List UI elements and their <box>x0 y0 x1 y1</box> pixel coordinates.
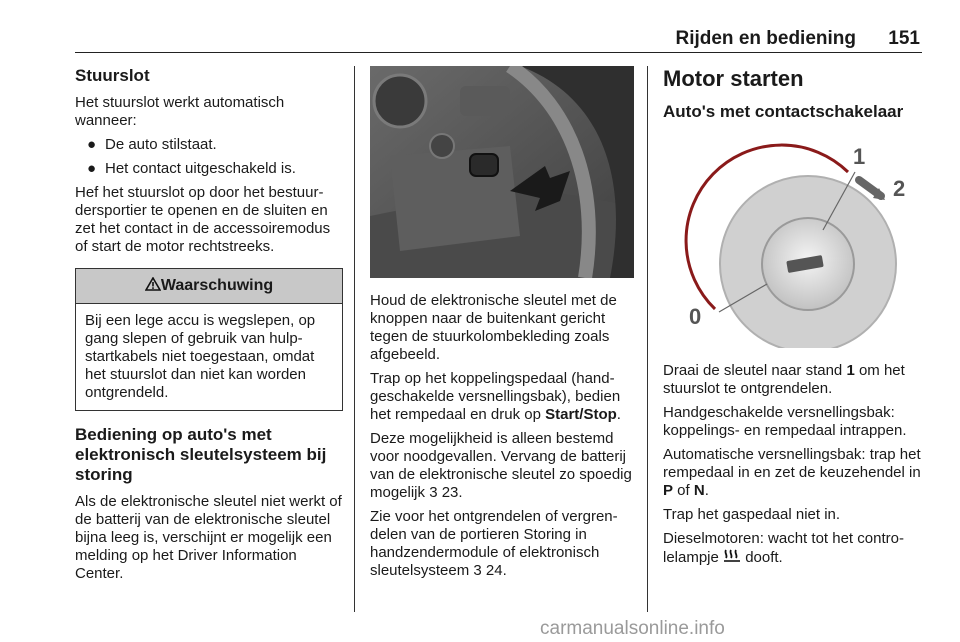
header-title: Rijden en bediening <box>675 28 856 49</box>
instruction-p2 <box>370 370 634 424</box>
header-rule <box>75 52 922 53</box>
ignition-switch-illustration <box>663 134 925 348</box>
motor-p3-mid: of <box>673 482 694 499</box>
motor-p5-text-end: dooft. <box>741 549 783 566</box>
bullet-text: Het contact uitgeschakeld is. <box>105 160 296 177</box>
instruction-p3-text: Deze mogelijkheid is alleen bestemd voor noodgevallen. Vervang de batterij van de elektronische sleutel zo spoedig mogelijk <box>370 430 632 501</box>
subsection-body: Als de elektronische sleutel niet werkt of de batterij van de elektronische sleutel bijna leeg is, verschijnt er mogelijk een melding op het Driver Information Center. <box>75 493 342 582</box>
column-divider-2 <box>647 66 648 612</box>
motor-p4: Trap het gaspedaal niet in. <box>663 506 841 523</box>
warning-box <box>75 268 343 411</box>
motor-p5-text: Dieselmotoren: wacht tot het controlelampje <box>663 530 904 566</box>
list-item <box>75 160 343 178</box>
stuurslot-body: Hef het stuurslot op door het bestuurdersportier te openen en de sluiten en zet het contact in de accessoiremodus of start de motor rechtstreeks. <box>75 184 331 255</box>
page-number: 151 <box>888 28 920 49</box>
gear-n-bold: N <box>693 482 705 499</box>
ignition-switch-diagram <box>663 134 925 348</box>
subsection-title-contactschakelaar: Auto's met contactschakelaar <box>663 102 904 121</box>
instruction-p4-text: Zie voor het ontgrendelen of vergrendelen van de portieren Storing in handzendermodule of elektronisch sleutelsysteem <box>370 508 618 579</box>
column-2 <box>370 66 634 586</box>
start-stop-label: Start/Stop <box>545 406 617 423</box>
list-item <box>75 136 343 154</box>
period: . <box>704 482 709 499</box>
subsection-title: Bediening op auto's met elektronisch sleutelsysteem bij storing <box>75 425 327 484</box>
column-1 <box>75 66 343 589</box>
warning-title: Waarschuwing <box>160 277 274 294</box>
bullet-icon: ● <box>87 136 97 153</box>
bullet-icon: ● <box>87 160 97 177</box>
watermark: carmanualsonline.info <box>540 618 725 639</box>
warning-triangle-icon <box>145 277 161 291</box>
instruction-p1: Houd de elektronische sleutel met de knoppen naar de buitenkant gericht tegen de stuurkolombekleding zoals afgebeeld. <box>370 292 617 363</box>
instruction-p4 <box>370 508 634 580</box>
page-reference: 3 23 <box>429 484 459 501</box>
glow-plug-icon <box>723 548 741 564</box>
steering-column-illustration <box>370 66 634 278</box>
warning-text: Bij een lege accu is wegslepen, op gang slepen of gebruik van hulpstartkabels niet toegestaan, omdat het stuurslot dan niet kan worden ontgrendeld. <box>85 312 316 401</box>
position-1-bold: 1 <box>846 362 855 379</box>
motor-p3 <box>663 446 925 500</box>
steering-column-photo <box>370 66 634 278</box>
period: . <box>616 406 621 423</box>
motor-p1-text-end: om het stuurslot te ontgrendelen. <box>663 362 905 397</box>
bullet-text: De auto stilstaat. <box>105 136 217 153</box>
motor-p2: Handgeschakelde versnellingsbak: koppelings- en rempedaal intrappen. <box>663 404 907 439</box>
warning-header <box>76 269 342 304</box>
section-title-motor-starten: Motor starten <box>663 66 804 91</box>
motor-p5 <box>663 530 925 567</box>
motor-p1-text: Draai de sleutel naar stand <box>663 362 847 379</box>
stuurslot-bullet-list <box>75 136 343 178</box>
period: . <box>458 484 463 501</box>
position-0-label: 0 <box>689 304 702 329</box>
column-3 <box>663 66 925 573</box>
page-header <box>0 0 960 52</box>
position-1-label: 1 <box>853 144 866 169</box>
gear-p-bold: P <box>663 482 674 499</box>
period: . <box>502 562 507 579</box>
motor-p3-text: Automatische versnellingsbak: trap het rempedaal in en zet de keuzehendel in <box>663 446 921 481</box>
position-2-label: 2 <box>893 176 906 201</box>
motor-p1 <box>663 362 925 398</box>
instruction-p2-text: Trap op het koppelingspedaal (handgeschakelde versnellingsbak), bedien het rempedaal en druk op <box>370 370 621 423</box>
section-title-stuurslot: Stuurslot <box>75 66 150 85</box>
column-divider-1 <box>354 66 355 612</box>
instruction-p3 <box>370 430 634 502</box>
stuurslot-intro: Het stuurslot werkt automatisch wanneer: <box>75 94 285 129</box>
page-reference: 3 24 <box>473 562 503 579</box>
